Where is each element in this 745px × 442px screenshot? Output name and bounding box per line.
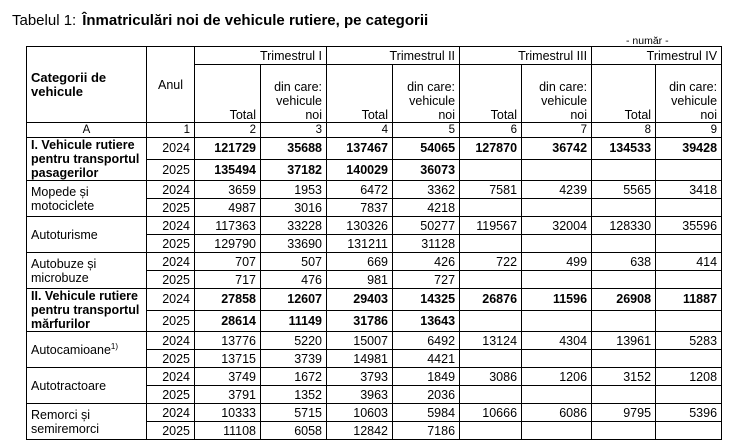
value-cell: 131211	[327, 235, 393, 253]
value-cell	[522, 159, 592, 181]
value-cell: 10333	[195, 404, 261, 422]
value-cell: 13124	[460, 332, 522, 350]
value-cell	[592, 422, 656, 440]
header-total: Total	[592, 65, 656, 123]
value-cell	[656, 271, 722, 289]
value-cell: 3739	[261, 350, 327, 368]
registrations-table	[26, 46, 722, 440]
value-cell: 9795	[592, 404, 656, 422]
category-label: Autoturisme	[31, 227, 98, 242]
value-cell: 5283	[656, 332, 722, 350]
category-cell	[27, 138, 147, 181]
year-cell: 2025	[147, 271, 195, 289]
header-row-quarters	[27, 47, 722, 65]
value-cell	[656, 422, 722, 440]
category-label: Mopede și motociclete	[31, 184, 95, 213]
value-cell: 4987	[195, 199, 261, 217]
value-cell: 499	[522, 253, 592, 271]
value-cell	[592, 386, 656, 404]
value-cell	[522, 310, 592, 332]
value-cell	[460, 159, 522, 181]
column-index: A	[27, 123, 147, 138]
value-cell: 26908	[592, 289, 656, 311]
value-cell: 140029	[327, 159, 393, 181]
value-cell: 4421	[393, 350, 460, 368]
year-cell: 2024	[147, 332, 195, 350]
value-cell: 1953	[261, 181, 327, 199]
value-cell: 137467	[327, 138, 393, 160]
value-cell	[656, 310, 722, 332]
header-category: Categorii de vehicule	[27, 47, 147, 123]
value-cell: 6492	[393, 332, 460, 350]
year-cell: 2024	[147, 181, 195, 199]
value-cell	[460, 271, 522, 289]
value-cell: 13643	[393, 310, 460, 332]
table-row	[27, 253, 722, 271]
value-cell: 3791	[195, 386, 261, 404]
year-cell: 2025	[147, 350, 195, 368]
value-cell: 3963	[327, 386, 393, 404]
header-of-which-new: din care: vehicule noi	[656, 65, 722, 123]
value-cell: 638	[592, 253, 656, 271]
value-cell: 426	[393, 253, 460, 271]
category-cell	[27, 253, 147, 289]
column-index: 2	[195, 123, 261, 138]
category-label: Autobuze și microbuze	[31, 256, 97, 285]
year-cell: 2025	[147, 422, 195, 440]
category-cell	[27, 217, 147, 253]
value-cell	[656, 159, 722, 181]
column-index: 6	[460, 123, 522, 138]
value-cell: 5220	[261, 332, 327, 350]
value-cell: 134533	[592, 138, 656, 160]
column-index: 9	[656, 123, 722, 138]
value-cell: 39428	[656, 138, 722, 160]
value-cell: 129790	[195, 235, 261, 253]
value-cell: 13961	[592, 332, 656, 350]
header-year: Anul	[147, 47, 195, 123]
column-index-row	[27, 123, 722, 138]
value-cell: 29403	[327, 289, 393, 311]
year-cell: 2025	[147, 386, 195, 404]
category-cell	[27, 404, 147, 440]
value-cell: 14981	[327, 350, 393, 368]
table-row	[27, 138, 722, 160]
value-cell: 707	[195, 253, 261, 271]
column-index: 3	[261, 123, 327, 138]
value-cell	[592, 350, 656, 368]
value-cell: 6086	[522, 404, 592, 422]
value-cell	[522, 271, 592, 289]
value-cell: 13715	[195, 350, 261, 368]
value-cell: 727	[393, 271, 460, 289]
value-cell: 11596	[522, 289, 592, 311]
category-cell	[27, 332, 147, 368]
category-label: Autotractoare	[31, 378, 107, 393]
year-cell: 2024	[147, 253, 195, 271]
value-cell: 3659	[195, 181, 261, 199]
value-cell	[656, 386, 722, 404]
value-cell: 7581	[460, 181, 522, 199]
value-cell: 36742	[522, 138, 592, 160]
year-cell: 2024	[147, 368, 195, 386]
value-cell: 3152	[592, 368, 656, 386]
value-cell: 6472	[327, 181, 393, 199]
table-number: Tabelul 1:	[12, 12, 77, 29]
value-cell	[592, 310, 656, 332]
value-cell	[460, 310, 522, 332]
table-row	[27, 181, 722, 199]
header-total: Total	[195, 65, 261, 123]
value-cell: 6058	[261, 422, 327, 440]
value-cell: 507	[261, 253, 327, 271]
value-cell	[460, 235, 522, 253]
column-index: 4	[327, 123, 393, 138]
year-cell: 2025	[147, 310, 195, 332]
value-cell: 28614	[195, 310, 261, 332]
value-cell: 12607	[261, 289, 327, 311]
value-cell: 981	[327, 271, 393, 289]
header-quarter-1: Trimestrul I	[195, 47, 327, 65]
header-total: Total	[327, 65, 393, 123]
value-cell	[592, 159, 656, 181]
value-cell: 130326	[327, 217, 393, 235]
value-cell: 10666	[460, 404, 522, 422]
value-cell	[592, 199, 656, 217]
value-cell: 5984	[393, 404, 460, 422]
value-cell: 7186	[393, 422, 460, 440]
value-cell: 35688	[261, 138, 327, 160]
header-of-which-new: din care: vehicule noi	[393, 65, 460, 123]
value-cell: 669	[327, 253, 393, 271]
table-row	[27, 332, 722, 350]
table-body	[27, 138, 722, 440]
value-cell: 117363	[195, 217, 261, 235]
category-label: II. Vehicule rutiere pentru transportul mărfurilor	[31, 289, 140, 331]
header-of-which-new: din care: vehicule noi	[261, 65, 327, 123]
value-cell: 31786	[327, 310, 393, 332]
value-cell: 2036	[393, 386, 460, 404]
value-cell: 32004	[522, 217, 592, 235]
year-cell: 2024	[147, 404, 195, 422]
value-cell: 33228	[261, 217, 327, 235]
value-cell: 10603	[327, 404, 393, 422]
value-cell	[656, 199, 722, 217]
year-cell: 2025	[147, 159, 195, 181]
value-cell: 50277	[393, 217, 460, 235]
value-cell	[592, 235, 656, 253]
value-cell: 54065	[393, 138, 460, 160]
value-cell: 1352	[261, 386, 327, 404]
value-cell: 4304	[522, 332, 592, 350]
table-title-text: Înmatriculări noi de vehicule rutiere, pe categorii	[82, 12, 429, 29]
footnote-marker: 1)	[110, 341, 119, 351]
value-cell	[522, 199, 592, 217]
value-cell: 7837	[327, 199, 393, 217]
value-cell: 5396	[656, 404, 722, 422]
value-cell: 119567	[460, 217, 522, 235]
value-cell	[460, 386, 522, 404]
table-row	[27, 404, 722, 422]
year-cell: 2024	[147, 138, 195, 160]
value-cell: 128330	[592, 217, 656, 235]
header-quarter-2: Trimestrul II	[327, 47, 460, 65]
value-cell: 11887	[656, 289, 722, 311]
year-cell: 2024	[147, 289, 195, 311]
column-index: 5	[393, 123, 460, 138]
table-title	[12, 12, 428, 29]
value-cell	[522, 386, 592, 404]
value-cell: 476	[261, 271, 327, 289]
value-cell: 414	[656, 253, 722, 271]
value-cell: 3418	[656, 181, 722, 199]
value-cell: 11149	[261, 310, 327, 332]
value-cell: 717	[195, 271, 261, 289]
value-cell: 35596	[656, 217, 722, 235]
value-cell: 15007	[327, 332, 393, 350]
value-cell: 121729	[195, 138, 261, 160]
category-cell	[27, 368, 147, 404]
column-index: 1	[147, 123, 195, 138]
value-cell: 37182	[261, 159, 327, 181]
value-cell: 13776	[195, 332, 261, 350]
table-row	[27, 217, 722, 235]
header-of-which-new: din care: vehicule noi	[522, 65, 592, 123]
value-cell: 135494	[195, 159, 261, 181]
header-quarter-4: Trimestrul IV	[592, 47, 722, 65]
value-cell: 1672	[261, 368, 327, 386]
value-cell: 3749	[195, 368, 261, 386]
category-label: Remorci și semiremorci	[31, 407, 100, 436]
value-cell: 4218	[393, 199, 460, 217]
column-index: 7	[522, 123, 592, 138]
value-cell	[592, 271, 656, 289]
value-cell	[460, 350, 522, 368]
value-cell: 33690	[261, 235, 327, 253]
value-cell: 11108	[195, 422, 261, 440]
category-label: I. Vehicule rutiere pentru transportul pasagerilor	[31, 138, 140, 180]
value-cell: 26876	[460, 289, 522, 311]
value-cell	[460, 422, 522, 440]
category-cell	[27, 181, 147, 217]
value-cell: 3793	[327, 368, 393, 386]
value-cell: 31128	[393, 235, 460, 253]
value-cell: 4239	[522, 181, 592, 199]
value-cell: 36073	[393, 159, 460, 181]
category-label: Autocamioane	[31, 342, 111, 357]
unit-note: - număr -	[626, 35, 669, 47]
value-cell: 14325	[393, 289, 460, 311]
value-cell: 3362	[393, 181, 460, 199]
value-cell: 127870	[460, 138, 522, 160]
category-cell	[27, 289, 147, 332]
value-cell: 3086	[460, 368, 522, 386]
value-cell: 12842	[327, 422, 393, 440]
value-cell	[656, 350, 722, 368]
table-row	[27, 289, 722, 311]
value-cell	[522, 235, 592, 253]
value-cell	[460, 199, 522, 217]
value-cell	[656, 235, 722, 253]
value-cell: 5565	[592, 181, 656, 199]
value-cell	[522, 350, 592, 368]
year-cell: 2025	[147, 235, 195, 253]
value-cell: 722	[460, 253, 522, 271]
value-cell: 5715	[261, 404, 327, 422]
value-cell: 1208	[656, 368, 722, 386]
value-cell: 1849	[393, 368, 460, 386]
value-cell: 3016	[261, 199, 327, 217]
year-cell: 2024	[147, 217, 195, 235]
column-index: 8	[592, 123, 656, 138]
value-cell	[522, 422, 592, 440]
value-cell: 27858	[195, 289, 261, 311]
header-total: Total	[460, 65, 522, 123]
year-cell: 2025	[147, 199, 195, 217]
header-quarter-3: Trimestrul III	[460, 47, 592, 65]
table-row	[27, 368, 722, 386]
value-cell: 1206	[522, 368, 592, 386]
